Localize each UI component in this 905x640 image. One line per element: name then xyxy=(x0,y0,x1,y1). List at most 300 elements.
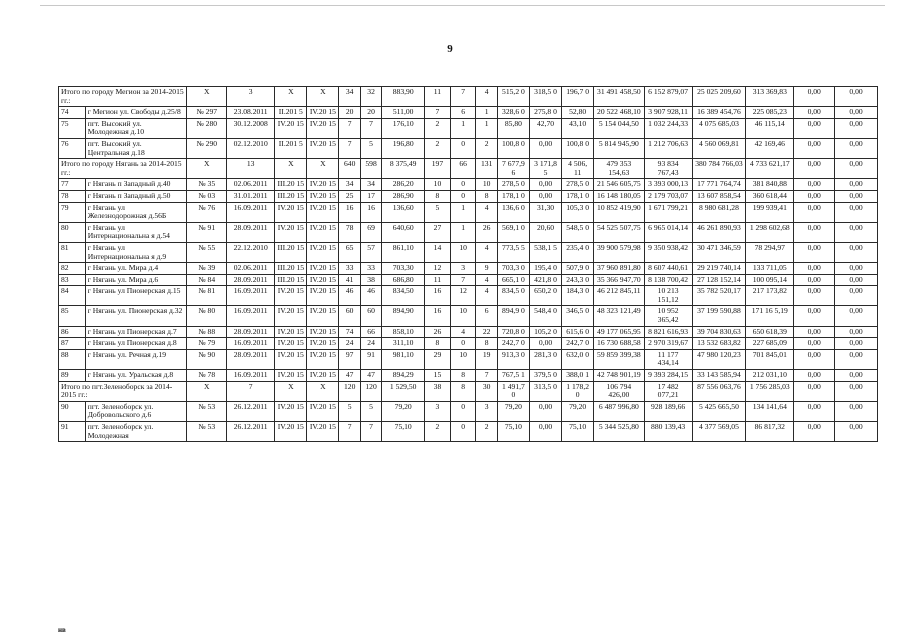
table-cell: 17 771 764,74 xyxy=(692,179,746,191)
table-cell: 29 219 740,14 xyxy=(692,263,746,275)
table-cell: IV.20 15 xyxy=(307,190,339,202)
table-cell: 0,00 xyxy=(835,179,878,191)
table-cell: № 84 xyxy=(187,274,227,286)
table-cell: 10 213 151,12 xyxy=(644,286,692,306)
table-cell: 1 671 799,21 xyxy=(644,202,692,222)
table-cell: 928 189,66 xyxy=(644,401,692,421)
table-cell: 640,60 xyxy=(382,222,425,242)
table-cell: 133 711,05 xyxy=(746,263,794,275)
table-cell: 1 298 602,68 xyxy=(746,222,794,242)
table-cell: 0,00 xyxy=(835,422,878,442)
housing-program-table xyxy=(58,86,878,442)
table-cell: 0,00 xyxy=(794,222,835,242)
table-cell: 25 025 209,60 xyxy=(692,87,746,107)
table-cell: 4 560 069,81 xyxy=(692,138,746,158)
table-cell: 78 xyxy=(339,222,360,242)
table-cell: 548,4 0 xyxy=(529,306,561,326)
table-cell: 47 980 120,23 xyxy=(692,349,746,369)
table-cell: 0,00 xyxy=(794,349,835,369)
table-cell: 10 952 365,42 xyxy=(644,306,692,326)
table-cell: 0,00 xyxy=(835,274,878,286)
table-cell: 0,00 xyxy=(794,274,835,286)
table-cell: 0,00 xyxy=(794,179,835,191)
table-cell: IV.20 15 xyxy=(275,370,307,382)
table-cell: 703,30 xyxy=(382,263,425,275)
table-cell: 15 xyxy=(425,370,451,382)
row-number: 88 xyxy=(59,349,86,369)
table-row xyxy=(59,370,878,382)
table-cell: 37 960 891,80 xyxy=(594,263,644,275)
page-top-border xyxy=(40,5,885,6)
table-cell: № 76 xyxy=(187,202,227,222)
total-label: Итого по городу Нягань за 2014-2015 гг.: xyxy=(59,159,187,179)
table-cell: 538,1 5 xyxy=(529,242,561,262)
table-cell: 16 xyxy=(339,202,360,222)
table-cell: 0,00 xyxy=(529,190,561,202)
table-cell: № 78 xyxy=(187,370,227,382)
table-cell: 02.12.2010 xyxy=(227,138,275,158)
row-number: 83 xyxy=(59,274,86,286)
table-cell: 16.09.2011 xyxy=(227,338,275,350)
table-cell: 11 xyxy=(425,274,451,286)
table-cell: 17 482 077,21 xyxy=(644,381,692,401)
table-cell: 703,3 0 xyxy=(497,263,529,275)
table-cell: 27 xyxy=(425,222,451,242)
row-number: 77 xyxy=(59,179,86,191)
table-cell: 7 xyxy=(339,118,360,138)
row-number: 79 xyxy=(59,202,86,222)
table-cell: 136,60 xyxy=(382,202,425,222)
table-cell: 16 389 454,76 xyxy=(692,107,746,119)
table-cell: 861,10 xyxy=(382,242,425,262)
table-cell: 0,00 xyxy=(835,263,878,275)
table-cell: 16 148 180,05 xyxy=(594,190,644,202)
table-cell: 569,1 0 xyxy=(497,222,529,242)
address-cell: г Нягань ул Интернациональна я д.9 xyxy=(85,242,187,262)
table-cell: IV.20 15 xyxy=(275,349,307,369)
table-cell: 16 730 688,58 xyxy=(594,338,644,350)
address-cell: г Нягань ул Пионерская д.15 xyxy=(85,286,187,306)
table-cell: 21 546 605,75 xyxy=(594,179,644,191)
table-cell: IV.20 15 xyxy=(307,263,339,275)
table-cell: IV.20 15 xyxy=(307,138,339,158)
table-cell: 30 471 346,59 xyxy=(692,242,746,262)
table-cell: IV.20 15 xyxy=(275,401,307,421)
table-cell: 235,4 0 xyxy=(562,242,594,262)
table-cell: 388,0 1 xyxy=(562,370,594,382)
table-cell: 227 685,09 xyxy=(746,338,794,350)
table-cell: 0,00 xyxy=(794,87,835,107)
table-cell: 1 212 706,63 xyxy=(644,138,692,158)
table-cell: 0,00 xyxy=(835,370,878,382)
table-cell: 0,00 xyxy=(835,349,878,369)
table-cell: IV.20 15 xyxy=(307,349,339,369)
table-cell: № 53 xyxy=(187,401,227,421)
table-cell: 199 939,41 xyxy=(746,202,794,222)
table-cell: 31,30 xyxy=(529,202,561,222)
table-cell: 10 xyxy=(450,242,476,262)
table-cell: 41 xyxy=(339,274,360,286)
table-cell: 650 618,39 xyxy=(746,326,794,338)
table-cell: 7 xyxy=(450,87,476,107)
address-cell: г Нягань п Западный д.40 xyxy=(85,179,187,191)
table-cell: 0 xyxy=(450,338,476,350)
table-cell: 22 xyxy=(476,326,497,338)
table-row xyxy=(59,306,878,326)
table-cell: 0,00 xyxy=(835,159,878,179)
table-cell: 5 154 044,50 xyxy=(594,118,644,138)
table-cell: 23.08.2011 xyxy=(227,107,275,119)
table-cell: 106 794 426,00 xyxy=(594,381,644,401)
table-cell: 1 529,50 xyxy=(382,381,425,401)
table-cell: 9 xyxy=(476,263,497,275)
table-cell: 47 xyxy=(339,370,360,382)
table-cell: 35 366 947,70 xyxy=(594,274,644,286)
table-cell: 20 xyxy=(339,107,360,119)
table-cell: 0,00 xyxy=(835,326,878,338)
table-cell: 650,2 0 xyxy=(529,286,561,306)
table-cell: 913,3 0 xyxy=(497,349,529,369)
table-cell: 13 607 858,54 xyxy=(692,190,746,202)
table-cell: 8 980 681,28 xyxy=(692,202,746,222)
table-cell: 7 xyxy=(360,118,381,138)
table-cell: 515,2 0 xyxy=(497,87,529,107)
table-row xyxy=(59,242,878,262)
table-cell: 11 xyxy=(425,87,451,107)
table-cell: 7 xyxy=(339,138,360,158)
table-cell: Х xyxy=(275,381,307,401)
table-cell: № 03 xyxy=(187,190,227,202)
table-cell: 5 425 665,50 xyxy=(692,401,746,421)
table-cell: 686,80 xyxy=(382,274,425,286)
table-cell: 35 782 520,17 xyxy=(692,286,746,306)
table-cell: 640 xyxy=(339,159,360,179)
table-cell: 78 294,97 xyxy=(746,242,794,262)
table-cell: 286,20 xyxy=(382,179,425,191)
table-total-row xyxy=(59,159,878,179)
table-cell: № 290 xyxy=(187,138,227,158)
table-cell: 4 733 621,17 xyxy=(746,159,794,179)
table-cell: IV.20 15 xyxy=(307,222,339,242)
table-cell: 313 369,83 xyxy=(746,87,794,107)
table-cell: 1 xyxy=(450,118,476,138)
table-cell: 28.09.2011 xyxy=(227,222,275,242)
row-number: 78 xyxy=(59,190,86,202)
table-cell: № 90 xyxy=(187,349,227,369)
table-cell: 32 xyxy=(360,87,381,107)
table-cell: 16.09.2011 xyxy=(227,306,275,326)
table-cell: III.20 15 xyxy=(275,242,307,262)
table-cell: 328,6 0 xyxy=(497,107,529,119)
table-cell: IV.20 15 xyxy=(307,118,339,138)
table-row xyxy=(59,401,878,421)
address-cell: г Нягань ул. Уральская д.8 xyxy=(85,370,187,382)
table-cell: 8 xyxy=(450,370,476,382)
table-cell: 4 xyxy=(476,202,497,222)
table-cell: 39 704 830,63 xyxy=(692,326,746,338)
table-cell: 6 487 996,80 xyxy=(594,401,644,421)
table-cell: 1 756 285,03 xyxy=(746,381,794,401)
table-cell: 421,8 0 xyxy=(529,274,561,286)
table-cell: 7 677,9 6 xyxy=(497,159,529,179)
total-label: Итого по пгт.Зеленоборск за 2014-2015 гг.: xyxy=(59,381,187,401)
table-cell: 0,00 xyxy=(794,326,835,338)
table-cell: 8 xyxy=(450,381,476,401)
table-cell: 0,00 xyxy=(794,422,835,442)
table-cell: 632,0 0 xyxy=(562,349,594,369)
table-cell: 46 xyxy=(339,286,360,306)
table-row xyxy=(59,274,878,286)
table-cell: 1 xyxy=(450,222,476,242)
table-cell: 178,1 0 xyxy=(562,190,594,202)
table-cell: 46 212 845,11 xyxy=(594,286,644,306)
table-cell: 7 xyxy=(339,422,360,442)
table-cell: 7 xyxy=(360,422,381,442)
table-cell: 10 xyxy=(476,179,497,191)
table-cell: IV.20 15 xyxy=(307,401,339,421)
table-cell: 242,7 0 xyxy=(497,338,529,350)
table-cell: 381 840,88 xyxy=(746,179,794,191)
table-cell: 8 xyxy=(425,190,451,202)
address-cell: пгт. Высокий ул. Молодежная д.10 xyxy=(85,118,187,138)
table-cell: 33 143 585,94 xyxy=(692,370,746,382)
table-cell: 834,5 0 xyxy=(497,286,529,306)
table-cell: 37 199 590,88 xyxy=(692,306,746,326)
table-cell: 28.09.2011 xyxy=(227,349,275,369)
table-cell: 86 817,32 xyxy=(746,422,794,442)
table-cell: 858,10 xyxy=(382,326,425,338)
table-cell: IV.20 15 xyxy=(275,306,307,326)
row-number: 89 xyxy=(59,370,86,382)
table-cell: 20,60 xyxy=(529,222,561,242)
address-cell: г Нягань ул. Пионерская д.32 xyxy=(85,306,187,326)
table-cell: 69 xyxy=(360,222,381,242)
table-cell: IV.20 15 xyxy=(307,242,339,262)
table-cell: IV.20 15 xyxy=(275,286,307,306)
table-cell: 0 xyxy=(450,190,476,202)
table-cell: 1 xyxy=(476,118,497,138)
table-cell: 2 xyxy=(425,138,451,158)
table-cell: 360 618,44 xyxy=(746,190,794,202)
table-cell: 75,10 xyxy=(497,422,529,442)
row-number: 90 xyxy=(59,401,86,421)
table-cell: № 39 xyxy=(187,263,227,275)
table-cell: 171 16 5,19 xyxy=(746,306,794,326)
table-cell: 42 169,46 xyxy=(746,138,794,158)
table-cell: 60 xyxy=(360,306,381,326)
table-cell: 598 xyxy=(360,159,381,179)
table-cell: 6 152 879,07 xyxy=(644,87,692,107)
table-cell: 3 171,8 5 xyxy=(529,159,561,179)
table-cell: 2 xyxy=(476,138,497,158)
table-cell: 981,10 xyxy=(382,349,425,369)
table-cell: 0,00 xyxy=(835,242,878,262)
table-cell: 701 845,01 xyxy=(746,349,794,369)
table-cell: 2 970 319,67 xyxy=(644,338,692,350)
table-cell: 0,00 xyxy=(835,306,878,326)
table-cell: 120 xyxy=(339,381,360,401)
table-cell: 2 xyxy=(425,422,451,442)
table-cell: 0,00 xyxy=(835,138,878,158)
table-cell: 4 xyxy=(476,242,497,262)
table-cell: 34 xyxy=(360,179,381,191)
table-cell: 0,00 xyxy=(529,179,561,191)
table-cell: 479 353 154,63 xyxy=(594,159,644,179)
table-cell: Х xyxy=(307,87,339,107)
table-cell: IV.20 15 xyxy=(307,107,339,119)
table-cell: IV.20 15 xyxy=(275,326,307,338)
table-cell: 665,1 0 xyxy=(497,274,529,286)
table-cell: 5 xyxy=(360,138,381,158)
table-cell: IV.20 15 xyxy=(275,202,307,222)
table-cell: 311,10 xyxy=(382,338,425,350)
table-cell: 79,20 xyxy=(382,401,425,421)
table-cell: 28.09.2011 xyxy=(227,274,275,286)
table-cell: 12 xyxy=(425,263,451,275)
table-cell: 196,7 0 xyxy=(562,87,594,107)
table-cell: 16.09.2011 xyxy=(227,202,275,222)
table-cell: 5 xyxy=(360,401,381,421)
table-cell: 46 115,14 xyxy=(746,118,794,138)
table-cell: 880 139,43 xyxy=(644,422,692,442)
table-cell: 100,8 0 xyxy=(562,138,594,158)
table-cell: 79,20 xyxy=(497,401,529,421)
table-cell: 10 852 419,90 xyxy=(594,202,644,222)
table-row xyxy=(59,138,878,158)
table-cell: IV.20 15 xyxy=(275,422,307,442)
table-cell: 9 350 938,42 xyxy=(644,242,692,262)
table-cell: 278,5 0 xyxy=(562,179,594,191)
table-cell: 0,00 xyxy=(794,370,835,382)
table-cell: 57 xyxy=(360,242,381,262)
table-cell: 0,00 xyxy=(835,381,878,401)
table-row xyxy=(59,349,878,369)
table-cell: 894,90 xyxy=(382,306,425,326)
footer-mark: нв xyxy=(58,626,66,634)
table-cell: 30.12.2008 xyxy=(227,118,275,138)
table-cell: № 53 xyxy=(187,422,227,442)
table-row xyxy=(59,326,878,338)
table-cell: 49 177 065,95 xyxy=(594,326,644,338)
table-cell: 380 784 766,03 xyxy=(692,159,746,179)
table-cell: 8 xyxy=(476,190,497,202)
table-cell: 134 141,64 xyxy=(746,401,794,421)
table-total-row xyxy=(59,87,878,107)
table-cell: 507,9 0 xyxy=(562,263,594,275)
table-cell: 894,9 0 xyxy=(497,306,529,326)
table-cell: 0,00 xyxy=(794,138,835,158)
table-cell: 318,5 0 xyxy=(529,87,561,107)
table-cell: 0 xyxy=(450,179,476,191)
row-number: 85 xyxy=(59,306,86,326)
table-cell: 10 xyxy=(450,349,476,369)
table-cell: 278,5 0 xyxy=(497,179,529,191)
table-cell: 4 506, 11 xyxy=(562,159,594,179)
table-cell: 87 556 063,76 xyxy=(692,381,746,401)
table-cell: 8 138 700,42 xyxy=(644,274,692,286)
table-cell: 3 xyxy=(476,401,497,421)
address-cell: пгт. Высокий ул. Центральная д.18 xyxy=(85,138,187,158)
table-cell: 100 095,14 xyxy=(746,274,794,286)
table-cell: 2 xyxy=(425,118,451,138)
table-cell: № 297 xyxy=(187,107,227,119)
table-cell: № 91 xyxy=(187,222,227,242)
table-row xyxy=(59,179,878,191)
address-cell: г Мегион ул. Свободы д.25/8 xyxy=(85,107,187,119)
table-cell: 38 xyxy=(360,274,381,286)
table-cell: 0,00 xyxy=(794,159,835,179)
table-cell: 52,80 xyxy=(562,107,594,119)
table-cell: 0,00 xyxy=(794,263,835,275)
table-cell: № 280 xyxy=(187,118,227,138)
table-cell: № 80 xyxy=(187,306,227,326)
address-cell: пгт. Зеленоборск ул. Добровольского д.6 xyxy=(85,401,187,421)
table-cell: 16 xyxy=(425,286,451,306)
row-number: 91 xyxy=(59,422,86,442)
total-label: Итого по городу Мегион за 2014-2015 гг.: xyxy=(59,87,187,107)
table-cell: IV.20 15 xyxy=(275,338,307,350)
table-cell: 0,00 xyxy=(835,190,878,202)
address-cell: г Нягань п Западный д.50 xyxy=(85,190,187,202)
table-cell: 7 xyxy=(227,381,275,401)
table-cell: 66 xyxy=(360,326,381,338)
table-cell: IV.20 15 xyxy=(307,326,339,338)
table-row xyxy=(59,202,878,222)
table-cell: № 35 xyxy=(187,179,227,191)
table-cell: 34 xyxy=(339,87,360,107)
table-cell: 4 xyxy=(450,326,476,338)
table-cell: 65 xyxy=(339,242,360,262)
table-cell: 24 xyxy=(339,338,360,350)
table-cell: 0,00 xyxy=(794,118,835,138)
table-cell: 131 xyxy=(476,159,497,179)
table-cell: IV.20 15 xyxy=(275,118,307,138)
table-cell: 2 xyxy=(476,422,497,442)
table-cell: 4 xyxy=(476,87,497,107)
table-row xyxy=(59,222,878,242)
table-row xyxy=(59,190,878,202)
table-cell: 26.12.2011 xyxy=(227,401,275,421)
table-cell: IV.20 15 xyxy=(307,179,339,191)
table-cell: 12 xyxy=(450,286,476,306)
table-cell: 9 393 284,15 xyxy=(644,370,692,382)
table-cell: 195,4 0 xyxy=(529,263,561,275)
table-cell: Х xyxy=(187,87,227,107)
table-cell: 225 085,23 xyxy=(746,107,794,119)
table-cell: IV.20 15 xyxy=(307,338,339,350)
table-cell: 7 xyxy=(425,107,451,119)
table-cell: 20 xyxy=(360,107,381,119)
table-cell: 6 965 014,14 xyxy=(644,222,692,242)
row-number: 76 xyxy=(59,138,86,158)
table-cell: 26 xyxy=(425,326,451,338)
table-row xyxy=(59,422,878,442)
table-cell: IV.20 15 xyxy=(307,370,339,382)
table-cell: Х xyxy=(307,159,339,179)
table-cell: Х xyxy=(307,381,339,401)
table-cell: 0,00 xyxy=(835,401,878,421)
table-cell: 615,6 0 xyxy=(562,326,594,338)
table-cell: 16.09.2011 xyxy=(227,370,275,382)
table-cell: 74 xyxy=(339,326,360,338)
table-row xyxy=(59,107,878,119)
table-cell: 7 xyxy=(476,370,497,382)
table-cell: 8 xyxy=(476,338,497,350)
table-cell: 42 748 901,19 xyxy=(594,370,644,382)
table-cell: 5 814 945,90 xyxy=(594,138,644,158)
table-cell: 31 491 458,50 xyxy=(594,87,644,107)
table-cell: 8 xyxy=(425,338,451,350)
